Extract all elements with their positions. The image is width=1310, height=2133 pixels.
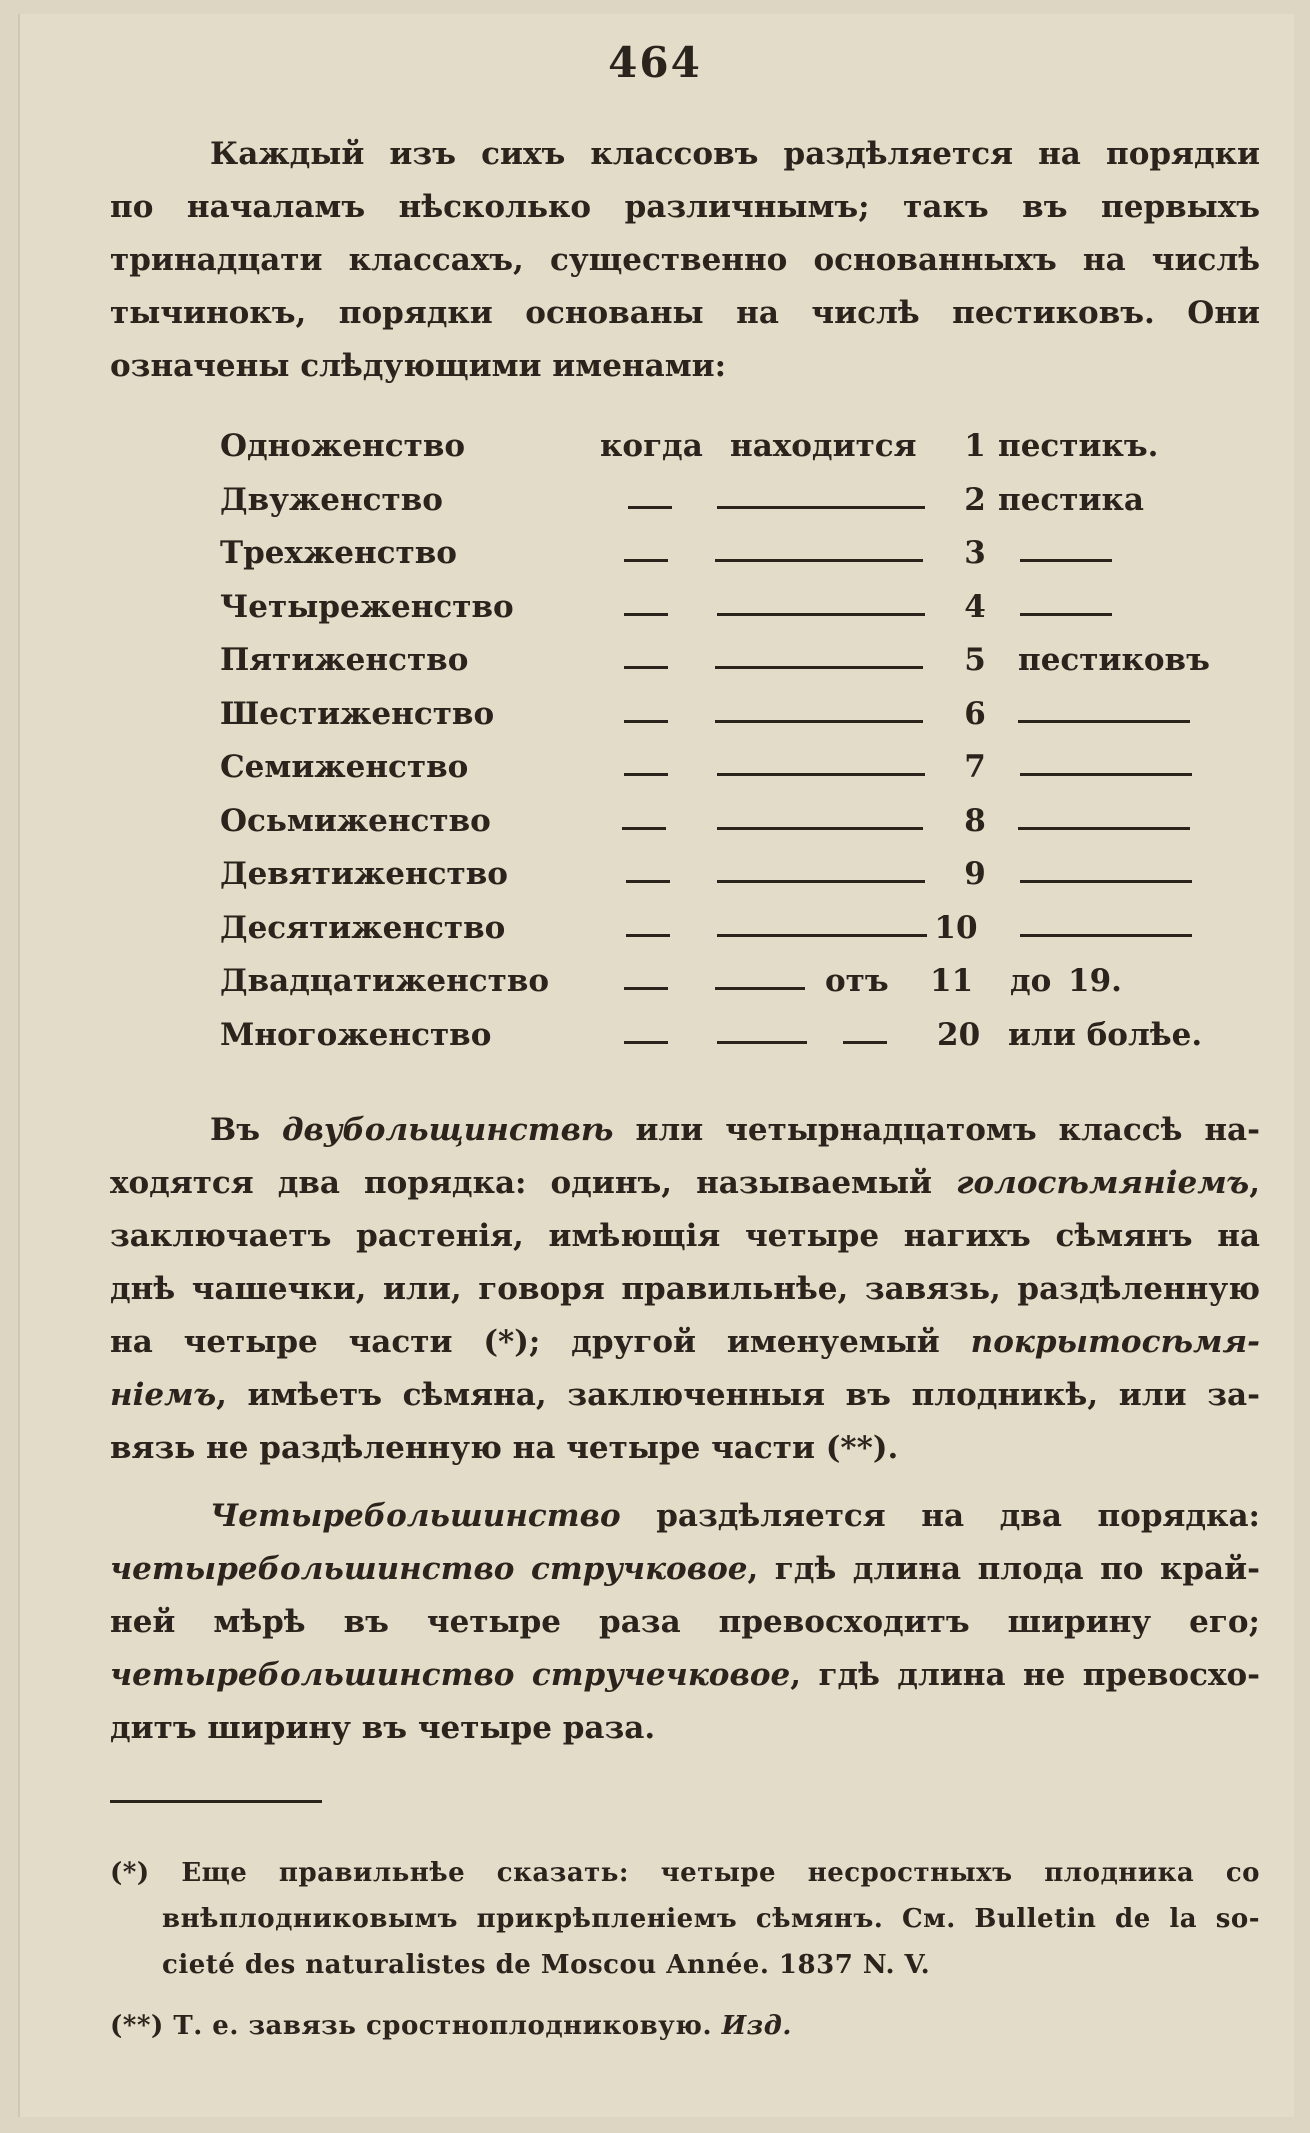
- order-name: Девятиженство: [220, 856, 508, 892]
- pistil-count-max: 19.: [1068, 963, 1122, 999]
- intro-line: тринадцати классахъ, существенно основанныхъ на числѣ: [110, 242, 1260, 278]
- ditto-dash: [624, 1041, 668, 1044]
- para-line: ходятся два порядка: одинъ, называемый голосѣмяніемъ,: [110, 1165, 1261, 1201]
- ditto-dash: [717, 880, 925, 883]
- intro-line: означены слѣдующими именами:: [110, 348, 727, 384]
- para-line: заключаетъ растенія, имѣющія четыре нагихъ сѣмянъ на: [110, 1218, 1260, 1254]
- pistil-word: или болѣе.: [1008, 1016, 1203, 1053]
- ditto-dash: [717, 1041, 807, 1044]
- table-row: [220, 476, 1240, 530]
- header-found: находится: [730, 428, 917, 464]
- ditto-dash: [715, 559, 923, 562]
- footnote-line: внѣплодниковымъ прикрѣпленіемъ сѣмянъ. См. Bulletin de la so-: [162, 1904, 1260, 1934]
- pistil-count: 9: [964, 856, 986, 892]
- ditto-dash: [1020, 880, 1192, 883]
- paragraph-didynamia: [110, 1104, 1260, 1475]
- table-row: [220, 797, 1240, 851]
- order-name: Шестиженство: [220, 695, 495, 732]
- intro-line: Каждый изъ сихъ классовъ раздѣляется на порядки: [210, 136, 1260, 172]
- para-line: Четыребольшинство раздѣляется на два порядка:: [210, 1498, 1260, 1534]
- table-row: [220, 850, 1240, 904]
- ditto-dash: [1020, 559, 1112, 562]
- intro-line: тычинокъ, порядки основаны на числѣ пестиковъ. Они: [110, 295, 1260, 331]
- para-line: ніемъ, имѣетъ сѣмяна, заключенныя въ плодникѣ, или за-: [110, 1377, 1260, 1413]
- ditto-dash: [717, 506, 925, 509]
- ditto-dash: [715, 666, 923, 669]
- paragraph-tetradynamia: [110, 1490, 1260, 1755]
- ditto-dash: [624, 773, 668, 776]
- range-from: отъ: [825, 963, 889, 999]
- order-name: Четыреженство: [220, 588, 514, 625]
- order-name: Многоженство: [220, 1016, 492, 1053]
- ditto-dash: [1020, 613, 1112, 616]
- table-row: [220, 957, 1240, 1011]
- ditto-dash: [628, 506, 672, 509]
- para-line: четыребольшинство стручковое, гдѣ длина плода по край-: [110, 1551, 1260, 1587]
- para-line: четыребольшинство стручечковое, гдѣ длина не превосхо-: [110, 1657, 1260, 1693]
- pistil-count: 7: [964, 749, 986, 785]
- order-name: Двуженство: [220, 481, 443, 518]
- table-row: [220, 422, 1240, 476]
- ditto-dash: [717, 613, 925, 616]
- orders-table: [220, 422, 1240, 1064]
- pistil-count: 4: [964, 588, 986, 625]
- ditto-dash: [624, 666, 668, 669]
- table-row: [220, 904, 1240, 958]
- order-name: Десятиженство: [220, 909, 506, 946]
- ditto-dash: [717, 773, 925, 776]
- table-row: [220, 743, 1240, 797]
- table-row: [220, 529, 1240, 583]
- pistil-count: 6: [964, 695, 986, 732]
- pistil-word: пестика: [998, 481, 1144, 518]
- ditto-dash: [626, 934, 670, 937]
- pistil-count: 20: [937, 1016, 981, 1053]
- intro-paragraph: [110, 128, 1260, 393]
- table-row: [220, 690, 1240, 744]
- ditto-dash: [624, 613, 668, 616]
- pistil-word: пестикъ.: [998, 428, 1159, 464]
- para-line: вязь не раздѣленную на четыре части (**).: [110, 1430, 899, 1466]
- order-name: Осьмиженство: [220, 802, 491, 839]
- ditto-dash: [1018, 720, 1190, 723]
- ditto-dash: [624, 559, 668, 562]
- pistil-count: 8: [964, 802, 986, 839]
- footnote-1: [110, 1850, 1260, 1988]
- footnote-line: cieté des naturalistes de Moscou Année. 1837 N. V.: [162, 1950, 931, 1980]
- order-name: Пятиженство: [220, 642, 469, 678]
- table-row: [220, 583, 1240, 637]
- ditto-dash: [1020, 934, 1192, 937]
- table-row: [220, 1011, 1240, 1065]
- page-number: 464: [608, 38, 702, 87]
- order-name: Семиженство: [220, 749, 469, 785]
- footnote-line: (*) Еще правильнѣе сказать: четыре несростныхъ плодника со: [110, 1858, 1260, 1888]
- range-to: до: [1010, 963, 1052, 999]
- para-line: ней мѣрѣ въ четыре раза превосходитъ ширину его;: [110, 1604, 1260, 1640]
- pistil-count: 11: [930, 963, 974, 999]
- pistil-count: 2: [964, 481, 986, 518]
- ditto-dash: [624, 987, 668, 990]
- pistil-count: 3: [964, 535, 986, 571]
- pistil-count: 5: [964, 642, 986, 678]
- order-name: Двадцатиженство: [220, 963, 550, 999]
- ditto-dash: [622, 827, 666, 830]
- ditto-dash: [1020, 773, 1192, 776]
- intro-line: по началамъ нѣсколько различнымъ; такъ въ первыхъ: [110, 189, 1260, 225]
- ditto-dash: [843, 1041, 887, 1044]
- para-line: на четыре части (*); другой именуемый покрытосѣмя-: [110, 1324, 1260, 1360]
- ditto-dash: [1018, 827, 1190, 830]
- pistil-word: пестиковъ: [1018, 642, 1210, 678]
- footnote-2: [110, 2003, 1260, 2049]
- pistil-count: 10: [934, 909, 978, 946]
- ditto-dash: [715, 987, 805, 990]
- para-line: днѣ чашечки, или, говоря правильнѣе, завязь, раздѣленную: [110, 1271, 1260, 1307]
- ditto-dash: [626, 880, 670, 883]
- ditto-dash: [624, 720, 668, 723]
- footnote-rule: [110, 1800, 322, 1803]
- ditto-dash: [717, 934, 927, 937]
- footnote-line: (**) Т. е. завязь сростноплодниковую. Изд.: [110, 2011, 792, 2041]
- header-when: когда: [600, 428, 703, 464]
- ditto-dash: [717, 827, 923, 830]
- table-row: [220, 636, 1240, 690]
- order-name: Одноженство: [220, 428, 466, 464]
- ditto-dash: [715, 720, 923, 723]
- order-name: Трехженство: [220, 535, 457, 571]
- pistil-count: 1: [964, 428, 986, 464]
- para-line: Въ двубольщинствѣ или четырнадцатомъ классѣ на-: [210, 1112, 1261, 1148]
- para-line: дитъ ширину въ четыре раза.: [110, 1710, 656, 1746]
